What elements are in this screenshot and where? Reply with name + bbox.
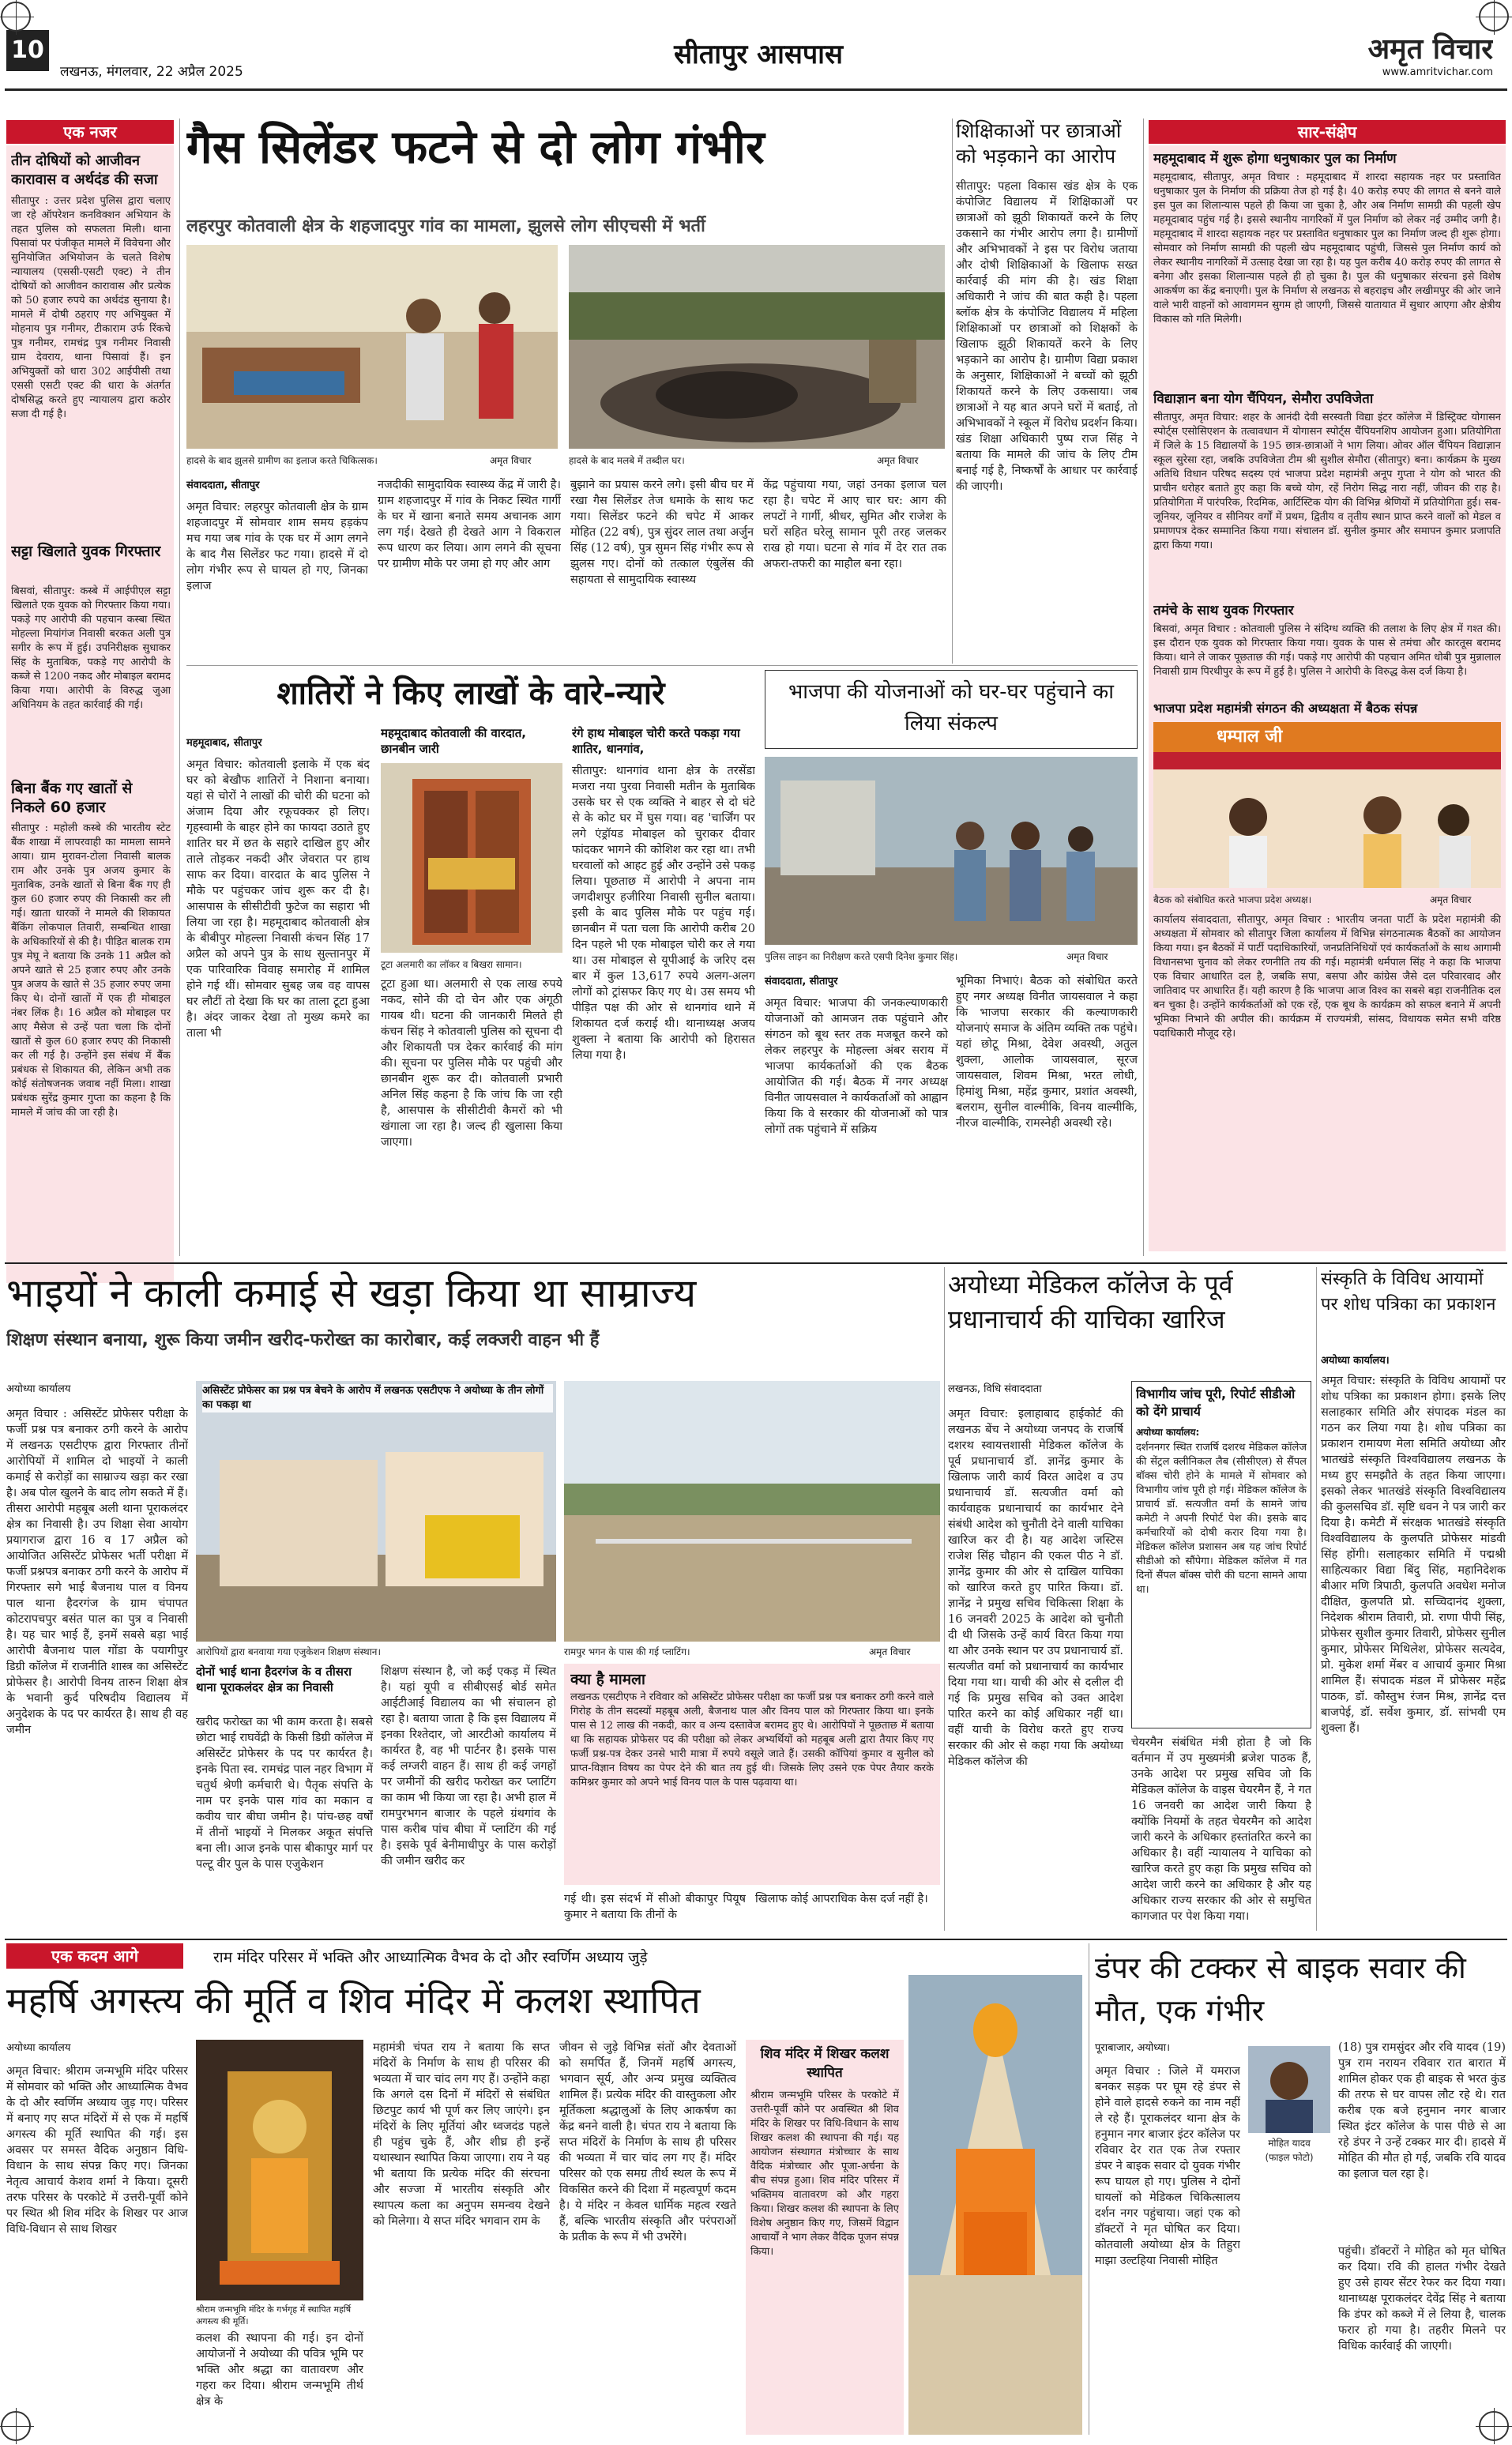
bhai-col-1: अमृत विचार : असिस्टेंट प्रोफेसर परीक्षा के फर्जी प्रश्न पत्र बनाकर ठगी करने के आरोप में लखनऊ एसटीएफ द्वारा गिरफ्तार तीनों आरोपियों में शामिल दो भाइयों ने काली कमाई से करोड़ों का साम्राज्य खड़ा कर रखा है। अब पोल खुलने के बाद लोग सकते में हैं। तीसरा आरोपी महबूब अली थाना पूराकलंदर क्षेत्र का निवासी है। उप शिक्षा सेवा आयोग प्रयागराज द्वारा 16 व 17 अप्रैल को आयोजित असिस्टेंट प्रोफेसर भर्ती परीक्षा में फर्जी प्रश्नपत्र बनाकर ठगी करने के आरोप में गिरफ्तार सगे भाई बैजनाथ पाल व विनय पाल थाना हैदरगंज के ग्राम चंपापत कोटरापचपुर बसंत पाल का पुत्र व निवासी है। यह चार भाई हैं, इनमें सबसे बड़ा भाई आरोपी बैजनाथ पाल गोंडा के पयागीपुर डिग्री कॉलेज में राजनीति शास्त्र का असिस्टेंट प्रोफेसर है। आरोपी विनय तारुन शिक्षा क्षेत्र के भवानी कुर्द परिषदीय विद्यालय में अनुदेशक के पद पर कार्यरत है। साथ ही वह जमीन [6,1408,188,1736]
page-number-badge: 10 [6,30,49,71]
agastya-headline: महर्षि अगस्त्य की मूर्ति व शिव मंदिर में कलश स्थापित [6,1979,701,2022]
bhai-caption-2: रामपुर भगन के पास की गई प्लाटिंग। [564,1646,690,1657]
shiv-text: श्रीराम जन्मभूमि परिसर के परकोटे में उत्तरी-पूर्वी कोने पर अवस्थित श्री शिव मंदिर के शिखर पर विधि-विधान के साथ शिखर कलश की स्थापना की गई। यह आयोजन संस्थागत मंत्रोच्चार के साथ वैदिक मंत्रोच्चार और पूजा-अर्चना के बीच संपन्न हुआ। शिव मंदिर परिसर में भक्तिमय वातावरण को और गहरा किया। शिखर कलश की स्थापना के लिए विशेष अनुष्ठान किए गए, जिसमें विद्वान आचार्यों ने भाग लेकर वैदिक पूजन संपन्न किया। [750,2090,899,2258]
shatir-photo-almirah [381,763,562,953]
row-rule [186,665,1138,666]
gas-photo-hospital [186,245,558,449]
saar-2-text: सीतापुर, अमृत विचार: शहर के आनंदी देवी सरस्वती विद्या इंटर कॉलेज में डिस्ट्रिक्ट योगासन स्पोर्ट्स एसोसिएशन के तत्वावधान में योगासन स्पोर्ट्स चैंपियनशिप आयोजन हुआ। प्रतियोगिता में जिले के 15 विद्यालयों के 195 छात्र-छात्राओं ने भाग लिया। ओवर ऑल चैंपियन विद्याज्ञान स्कूल सुरेसा रहा, जबकि उपविजेता टीम श्री सुशील सेमौरा (सीतापुर) बना। कार्यक्रम के मुख्य अतिथि विधान परिषद सदस्य एवं भाजपा प्रदेश महामंत्री अनूप गुप्ता ने योग को भारत की प्राचीन धरोहर बताते हुए कहा कि बच्चे योग, रहें निरोग सिद्ध नारा नहीं, जीवन की राह है। प्रतियोगिता में पारंपरिक, रिदमिक, आर्टिस्टिक योग की विभिन्न श्रेणियों में प्रतियोगिता हुई। सब-जूनियर, जूनियर व सीनियर वर्गों में प्रथम, द्वितीय व तृतीय स्थान प्राप्त करने वालों को मेडल व प्रमाणपत्र देकर सम्मानित किया गया। संचालन डॉ. सुनील कुमार और समापन कुमार प्रजापति द्वारा किया गया। [1153,412,1501,551]
sanskriti-headline: संस्कृति के विविध आयामों पर शोध पत्रिका का प्रकाशन [1321,1270,1496,1315]
ayodhya-box-byline: अयोध्या कार्यालय: [1136,1427,1200,1438]
dumper-photo [1248,2046,1330,2133]
shatir-photo-caption: टूटा अलमारी का लॉकर व बिखरा सामान। [381,959,522,970]
ayodhya-box-title: विभागीय जांच पूरी, रिपोर्ट सीडीओ को देंगे प्राचार्य [1136,1386,1296,1419]
bjp-headline: भाजपा की योजनाओं को घर-घर पहुंचाने का लिया संकल्प [788,680,1114,735]
ayodhya-box-text: दर्शननगर स्थित राजर्षि दशरथ मेडिकल कॉलेज की सेंट्रल क्लीनिकल लैब (सीसीएल) से सैंपल बॉक्स चोरी होने के मामले में सोमवार को विभागीय जांच पूरी हो गई। मेडिकल कॉलेज के प्राचार्य डॉ. सत्यजीत वर्मा के सामने जांच कमेटी ने अपनी रिपोर्ट पेश की। इसके बाद कर्मचारियों को दोषी करार दिया गया है। मेडिकल कॉलेज प्रशासन अब यह जांच रिपोर्ट सीडीओ को सौंपेगा। मेडिकल कॉलेज में गत दिनों सैंपल बॉक्स चोरी की घटना सामने आया था। [1136,1442,1307,1596]
saar-4-banner-text: धम्पाल जी [1217,727,1283,747]
agastya-col-1: अमृत विचार: श्रीराम जन्मभूमि मंदिर परिसर में सोमवार को भक्ति और आध्यात्मिक वैभव के दो और स्वर्णिम अध्याय जुड़ गए। परिसर में बनाए गए सप्त मंदिरों में से एक में महर्षि अगस्त्य की मूर्ति स्थापित की गई। इस अवसर पर समस्त वैदिक अनुष्ठान विधि-विधान के साथ संपन्न किए गए। जिनका नेतृत्व आचार्य केशव शर्मा ने किया। दूसरी तरफ परिसर के परकोटे में उत्तरी-पूर्वी कोने पर स्थित श्री शिव मंदिर के शिखर पर आज विधि-विधान से साथ शिखर [6,2065,188,2236]
mobile-theft-title: रंगे हाथ मोबाइल चोरी करते पकड़ा गया शातिर, धानगांव, [572,726,740,756]
bhai-photo-plot [564,1381,940,1642]
mid-separator [5,1262,1507,1264]
saar-1-text: महमूदाबाद, सीतापुर, अमृत विचार : महमूदाबाद में शारदा सहायक नहर पर प्रस्तावित धनुषाकार पुल के निर्माण की प्रक्रिया तेज हो गई है। 40 करोड़ रुपए की लागत से बनने वाले इस पुल का शिलान्यास पहले ही किया जा चुका है, और अब निर्माण सामग्री की पहली खेप महमूदाबाद पहुंच गई है। इससे स्थानीय नागरिकों में पुल निर्माण को लेकर नई उम्मीद जगी है। महमूदाबाद में शारदा सहायक नहर पर प्रस्तावित धनुषाकार पुल का निर्माण जल्द ही शुरू होगा। सोमवार को निर्माण सामग्री की पहली खेप महमूदाबाद पहुंची, जिससे पुल निर्माण कार्य को लेकर स्थानीय नागरिकों में उत्साह देखा जा रहा है। यह पुल करीब 40 करोड़ रुपए की लागत से बनेगा और इसका शिलान्यास पहले ही हो चुका है। पुल की धनुषाकार संरचना इसे विशेष आकर्षण का केंद्र बनाएगी। पुल के निर्माण से लखनऊ से बहराइच और लखीमपुर की ओर जाने वाले भारी वाहनों को आवागमन सुगम हो जाएगी, जिससे यातायात में सुधार आएगा और क्षेत्रीय विकास को गति मिलेगी। [1153,171,1501,325]
bjp-col-2: भूमिका निभाएं। बैठक को संबोधित करते हुए नगर अध्यक्ष विनीत जायसवाल ने कहा कि भाजपा सरकार की कल्याणकारी योजनाएं समाज के अंतिम व्यक्ति तक पहुंचे। यहां छोटू मिश्रा, देवेश अवस्थी, अतुल शुक्ला, आलोक जायसवाल, सूरज जायसवाल, शिवम मिश्रा, भरत लोधी, हिमांशु मिश्रा, महेंद्र कुमार, प्रशांत अवस्थी, बलराम, सुनील वाल्मीकि, विनय वाल्मीकि, नीरज वाल्मीकि, रामस्नेही अवस्थी रहे। [956,975,1138,1130]
dumper-byline: पूराबाजार, अयोध्या। [1095,2042,1171,2054]
bhai-col-5: खिलाफ कोई आपराधिक केस दर्ज नहीं है। [755,1893,928,1905]
registration-mark-bottom-right [1479,2411,1509,2441]
dumper-text-top: (18) पुत्र रामसुंदर और रवि यादव (19) पुत्र राम नरायन रविवार रात बारात में शामिल होकर एक ही बाइक से भरत कुंड की तरफ से घर वापस लौट रहे थे। रात करीब एक बजे हनुमान नगर बाजार स्थित इंटर कॉलेज के पास पीछे से आ रहे डंपर ने उन्हें टक्कर मार दी। हादसे में मोहित की मौत हो गई, जबकि रवि यादव का इलाज चल रहा है। [1338,2041,1506,2180]
bhai-caption-1: आरोपियों द्वारा बनवाया गया एजुकेशन शिक्षण संस्थान। [196,1646,382,1657]
bhai-col-2: खरीद फरोख्त का भी काम करता है। सबसे छोटा भाई राघवेंद्री के किसी डिग्री कॉलेज में असिस्टेंट प्रोफेसर के पद पर कार्यरत है। इनके पिता स्व. रामचंद्र पाल नहर विभाग में चतुर्थ श्रेणी कर्मचारी थे। पैतृक संपत्ति के नाम पर इनके पास गांव का मकान व कवीय चार बीघा जमीन है। पांच-छह वर्षों में तीनों भाइयों ने मिलकर अकूत संपत्ति बना ली। आज इनके पास बीकापुर मार्ग पर पल्टू वीर पुल के पास एजुकेशन [196,1716,373,1871]
brief-1-text: सीतापुर : उत्तर प्रदेश पुलिस द्वारा चलाए जा रहे ऑपरेशन कनविक्शन अभियान के तहत पुलिस को सफलता मिली। थाना पिसावां पर पंजीकृत मामले में विवेचना और सुनियोजित अभियोजन के चलते विशेष न्यायालय (एससी-एसटी एक्ट) ने तीन दोषियों को आजीवन कारावास और प्रत्येक को 50 हजार रुपये का अर्थदंड सुनाया है। मामले में दोषी ठहराए गए अभियुक्त में मोहनाय पुत्र गनीमर, टीकाराम उर्फ रिंकचे पुत्र गनीमर, रामचंद्र पुत्र गनीमर निवासी ग्राम देवराय, थाना पिसावां हैं। इन अभियुक्तों को धारा 302 आईपीसी तथा एससी एसटी एक्ट की धारा के अंतर्गत दोषसिद्ध करते हुए न्यायालय द्वारा कठोर सजा दी गई है। [11,195,171,420]
registration-mark-top-right [1479,2,1509,32]
dumper-text-right: पहुंची। डॉक्टरों ने मोहित को मृत घोषित कर दिया। रवि की हालत गंभीर देखते हुए उसे हायर सेंटर रेफर कर दिया गया। थानाध्यक्ष पूराकलंदर देवेंद्र सिंह ने बताया कि डंपर को कब्जे में ले लिया है, चालक फरार हो गया है। तहरीर मिलने पर विधिक कार्रवाई की जाएगी। [1338,2245,1506,2353]
brief-2-title: सट्टा खिलाते युवक गिरफ्तार [11,543,161,560]
teachers-text: सीतापुर: पहला विकास खंड क्षेत्र के एक कंपोजिट विद्यालय में शिक्षिकाओं पर छात्राओं को झूठी शिकायतें करने के लिए उकसाने का गंभीर आरोप लगा है। ग्रामीणों और अभिभावकों ने इस पर विरोध जताया और दोषी शिक्षिकाओं के खिलाफ सख्त कार्रवाई की मांग की है। खंड शिक्षा अधिकारी ने जांच की बात कही है। पहला ब्लॉक क्षेत्र के कंपोजिट विद्यालय में महिला शिक्षिकाओं पर छात्राओं को शिक्षकों के खिलाफ झूठी शिकायतें करने के लिए भड़काने का आरोप है। ग्रामीण विद्या प्रकाश के अनुसार, शिक्षिकाओं ने बच्चों को झूठी शिकायतें करने के लिए उकसाया। जब छात्राओं ने यह बात अपने घरों में बताई, तो अभिभावकों ने स्कूल में विरोध प्रदर्शन किया। खंड शिक्षा अधिकारी पुष्प राज सिंह ने बताया कि मामले की जांच के लिए टीम बनाई गई है, निष्कर्षों के आधार पर कार्रवाई की जाएगी। [956,180,1138,493]
gas-caption-1: हादसे के बाद झुलसे ग्रामीण का इलाज करते चिकित्सक। [186,455,378,466]
agastya-col-3: महामंत्री चंपत राय ने बताया कि सप्त मंदिरों के निर्माण के साथ ही परिसर की भव्यता में चार चांद लग गए हैं। उन्होंने कहा कि अगले दस दिनों में मंदिरों से संबंधित छिटपुट कार्य भी पूर्ण कर लिए जाएंगे। इन मंदिरों के लिए मूर्तियां और ध्वजदंड पहले ही पहुंच चुके हैं, और शीघ्र ही इन्हें यथास्थान स्थापित किया जाएगा। राय ने यह भी बताया कि प्रत्येक मंदिर की संरचना और सज्जा में भारतीय संस्कृति और स्थापत्य कला का अनुपम समन्वय देखने को मिलेगा। ये सप्त मंदिर भगवान राम के [373,2041,550,2228]
column-rule [1316,1267,1317,1931]
bhai-credit: अमृत विचार [869,1646,911,1657]
gas-credit-1: अमृत विचार [490,455,532,466]
column-rule [944,1267,945,1931]
bjp-byline: संवाददाता, सीतापुर [765,976,838,987]
bjp-credit: अमृत विचार [1066,951,1108,962]
registration-mark-bottom-left [1,2411,31,2441]
gas-col-2: नजदीकी सामुदायिक स्वास्थ्य केंद्र में जारी है। ग्राम शहजादपुर में गांव के निकट स्थित गार्गी के घर में खाना बनाते समय अचानक आग लग गई। देखते ही देखते आग ने विकराल रूप धारण कर लिया। आग लगने की सूचना पर ग्रामीण मौके पर जमा हो गए और आग [378,479,561,570]
agastya-col-2: कलश की स्थापना की गई। इन दोनों आयोजनों ने अयोध्या की पवित्र भूमि पर भक्ति और श्रद्धा का वातावरण और गहरा कर दिया। श्रीराम जन्मभूमि तीर्थ क्षेत्र के [196,2332,363,2408]
kya-hai-text: लखनऊ एसटीएफ ने रविवार को असिस्टेंट प्रोफेसर परीक्षा का फर्जी प्रश्न पत्र बनाकर ठगी करने वाले गिरोह के तीन सदस्यों महबूब अली, बैजनाथ पाल और विनय पाल को गिरफ्तार किया था। इनके पास से 12 लाख की नकदी, कार व अन्य दस्तावेज बरामद हुए थे। आरोपियों ने पूछताछ में बताया था कि सहायक प्रोफेसर पद की परीक्षा को लेकर अभ्यर्थियों को महबूब अली द्वारा तैयार किए गए फर्जी प्रश्न-पत्र देकर उनसे भारी मात्रा में रुपये वसूले जाते हैं। उसकी कॉपियां कुमार व सुनील को प्राप्त-विज्ञान विषय का पेपर देने की बात तय हुई थी। जिसके लिए उसने एक पेपर तैयार करके कमिश्नर कुमार को अपने भाई विनय पाल के पास पढ़वाया था। [570,1691,934,1789]
gas-col-4: केंद्र पहुंचाया गया, जहां उनका इलाज चल रहा है। चपेट में आए चार घर: आग की लपटों ने गार्गी, श्रीधर, सुमित और राजेश के घरों सहित घरेलू सामान पूरी तरह जलकर राख हो गया। घटना से गांव में देर रात तक अफरा-तफरी का माहौल बना रहा। [763,479,946,570]
bjp-caption: पुलिस लाइन का निरीक्षण करते एसपी दिनेश कुमार सिंह। [765,951,958,962]
bhai-headline: भाइयों ने काली कमाई से खड़ा किया था साम्राज्य [6,1270,697,1316]
ayodhya-byline: लखनऊ, विधि संवाददाता [948,1383,1042,1395]
bhai-col-4: गई थी। इस संदर्भ में सीओ बीकापुर पियूष कुमार ने बताया कि तीनों के [564,1893,746,1921]
dumper-headline: डंपर की टक्कर से बाइक सवार की मौत, एक गंभीर [1095,1950,1466,2028]
gas-subheadline: लहरपुर कोतवाली क्षेत्र के शहजादपुर गांव का मामला, झुलसे लोग सीएचसी में भर्ती [186,216,705,236]
sanskriti-text: अमृत विचार: संस्कृति के विविध आयामों पर शोध पत्रिका का प्रकाशन होगा। इसके लिए सलाहकार समिति और संपादक मंडल का गठन कर लिया गया है। शोध पत्रिका का प्रकाशन रामायण मेला समिति अयोध्या और भातखंडे संस्कृति विश्वविद्यालय लखनऊ के मध्य हुए समझौते के तहत किया जाएगा। इसको लेकर भातखंडे संस्कृति विश्वविद्यालय की कुलसचिव डॉ. सृष्टि धवन ने पत्र जारी कर दिया है। कमेटी में संरक्षक भातखंडे संस्कृति विश्वविद्यालय के कुलपति प्रोफेसर मांडवी सिंह होंगी। सलाहकार समिति में पद्मश्री साहित्यकार विद्या बिंदु सिंह, महानिदेशक बीआर मणि त्रिपाठी, कुलपति अवधेश मनोज दीक्षित, कुलपति प्रो. सच्चिदानंद शुक्ला, निदेशक श्रीराम तिवारी, प्रो. राणा पीपी सिंह, प्रोफेसर सुशील कुमार तिवारी, प्रोफेसर सुनील कुमार, प्रोफेसर मिथिलेश, प्रोफेसर सत्यदेव, प्रो. मुकेश शर्मा मेंबर व आचार्य कुमार मिश्रा शामिल हैं। संपादक मंडल में प्रोफेसर महेंद्र पाठक, डॉ. कौस्तुभ रंजन मिश्र, ज्ञानेंद्र दत्त बाजपेई, डॉ. सर्वेश कुमार, डॉ. सांभवी एम शुक्ला हैं। [1321,1375,1506,1735]
date-line: लखनऊ, मंगलवार, 22 अप्रैल 2025 [60,64,243,80]
saar-4-caption: बैठक को संबोधित करते भाजपा प्रदेश अध्यक्ष। [1153,894,1312,905]
shiv-kalash-photo [908,1975,1082,2435]
gas-byline: संवाददाता, सीतापुर [186,480,260,491]
saar-sankshep-tag: सार-संक्षेप [1149,120,1506,144]
section-title: सीतापुर आसपास [674,39,843,70]
bhai-photo-overlay: असिस्टेंट प्रोफेसर का प्रश्न पत्र बेचने के आरोप में लखनऊ एसटीएफ ने अयोध्या के तीन लोगों का पकड़ा था [202,1384,553,1412]
ek-kadam-tag: एक कदम आगे [6,1943,183,1969]
column-rule [179,118,180,1256]
shatir-photo-title: महमूदाबाद कोतवाली की वारदात, छानबीन जारी [381,726,526,756]
saar-2-title: विद्याज्ञान बना योग चैंपियन, सेमौरा उपविजेता [1153,391,1374,407]
ayodhya-col-2: चेयरमैन संबंधित मंत्री होता है जो कि वर्तमान में उप मुख्यमंत्री ब्रजेश पाठक हैं, उनके आदेश पर प्रमुख सचिव जो कि मेडिकल कॉलेज के वाइस चेयरमैन हैं, ने गत 16 जनवरी का आदेश जारी किया है क्योंकि नियमों के तहत चेयरमैन को आदेश जारी करने के अधिकार हस्तांतरित करने का अधिकार है। वहीं न्यायालय ने याचिका को खारिज करते हुए कहा कि प्रमुख सचिव को आदेश जारी करने का अधिकार है और यह अधिकार राज्य सरकार की ओर से समुचित कागजात पर पेश किया गया। [1131,1736,1311,1923]
brief-2-text: बिसवां, सीतापुर: कस्बे में आईपीएल सट्टा खिलाते एक युवक को गिरफ्तार किया गया। पकड़े गए आरोपी की पहचान कस्बा स्थित मोहल्ला मियांगंज निवासी बरकत अली पुत्र सगीर के रूप में हुई। उपनिरीक्षक सुधाकर सिंह के मुताबिक, पकड़े गए आरोपी के कब्जे से 1200 नकद और मोबाइल बरामद किया गया। आरोपी के विरुद्ध जुआ अधिनियम के तहत कार्रवाई की गई। [11,585,171,711]
gas-caption-2: हादसे के बाद मलबे में तब्दील घर। [569,455,685,466]
saar-4-title: भाजपा प्रदेश महामंत्री संगठन की अध्यक्षता में बैठक संपन्न [1153,701,1418,716]
shiv-title: शिव मंदिर में शिखर कलश स्थापित [760,2046,890,2081]
gas-col-1: अमृत विचार: लहरपुर कोतवाली क्षेत्र के ग्राम शहजादपुर में सोमवार शाम समय हड़कंप मच गया जब गांव के एक घर में आग लगने के बाद गैस सिलेंडर फट गया। हादसे में दो लोग गंभीर रूप से घायल हो गए, जिनका इलाज [186,501,368,592]
saar-4-text: कार्यालय संवाददाता, सीतापुर, अमृत विचार : भारतीय जनता पार्टी के प्रदेश महामंत्री की अध्यक्षता में सोमवार को सीतापुर जिला कार्यालय में विभिन्न संगठनात्मक बैठकों का आयोजन किया गया। इन बैठकों में पार्टी पदाधिकारियों, जनप्रतिनिधियों एवं कार्यकर्ताओं के साथ आगामी विधानसभा चुनाव को लेकर रणनीति तय की गई। महामंत्री धर्मपाल सिंह ने कहा कि भाजपा एक विचार आधारित दल है, जबकि सपा, बसपा और कांग्रेस जैसे दल परिवारवाद और जातिवाद पर आधारित हैं। यही कारण है कि भाजपा आज विश्व का सबसे बड़ा राजनीतिक दल बन चुका है। उन्होंने कार्यकर्ताओं को एक रहें, एक बूथ के कार्यक्रम को सफल बनाने में अपनी भूमिका निभाने की अपील की। कार्यक्रम में राज्यमंत्री, सांसद, विधायक समेत सभी वरिष्ठ पदाधिकारी मौजूद रहे। [1153,914,1501,1040]
ayodhya-col-1: अमृत विचार: इलाहाबाद हाईकोर्ट की लखनऊ बेंच ने अयोध्या जनपद के राजर्षि दशरथ स्वायत्तशासी मेडिकल कॉलेज के पूर्व प्रधानाचार्य डॉ. ज्ञानेंद्र कुमार के खिलाफ जारी कार्य विरत आदेश व उप प्रधानाचार्य डॉ. सत्यजीत वर्मा को कार्यवाहक प्रधानाचार्य का कार्यभार देने संबंधी आदेश को चुनौती देने वाली याचिका खारिज कर दी है। यह आदेश जस्टिस राजेश सिंह चौहान की एकल पीठ ने डॉ. ज्ञानेंद्र कुमार की ओर से दाखिल याचिका को खारिज करते हुए पारित किया। डॉ. ज्ञानेंद्र ने प्रमुख सचिव चिकित्सा शिक्षा के 16 जनवरी 2025 के आदेश को चुनौती दी थी जिसके उन्हें कार्य विरत किया गया था और उनके स्थान पर उप प्रधानाचार्य डॉ. सत्यजीत वर्मा को प्रधानाचार्य का कार्यभार दिया गया था। याची की ओर से दलील दी गई कि प्रमुख सचिव को उक्त आदेश पारित करने का कोई अधिकार नहीं था। वहीं याची के विरोध करते हुए राज्य सरकार की ओर से कहा गया कि अयोध्या मेडिकल कॉलेज की [948,1408,1123,1768]
gas-photo-debris [569,245,945,449]
shatir-col-2: टूटा हुआ था। अलमारी से एक लाख रुपये नकद, सोने की दो चेन और एक अंगूठी गायब थी। घटना की जानकारी मिलते ही कंचन सिंह ने कोतवाली पुलिस को सूचना दी और शिकायती पत्र देकर कार्रवाई की मांग की। सूचना पर पुलिस मौके पर पहुंची और छानबीन शुरू कर दी। कोतवाली प्रभारी अनिल सिंह कहना है कि जांच कि जा रही है, आसपास के सीसीटीवी कैमरों को भी खंगाला जा रहा है। जल्द ही खुलासा किया जाएगा। [381,978,562,1149]
ayodhya-headline: अयोध्या मेडिकल कॉलेज के पूर्व प्रधानाचार्य की याचिका खारिज [948,1270,1233,1334]
bhai-subhead-2: दोनों भाई थाना हैदरगंज के व तीसरा थाना पूराकलंदर क्षेत्र का निवासी [196,1664,352,1695]
gas-col-3: बुझाने का प्रयास करने लगे। इसी बीच घर में रखा गैस सिलेंडर तेज धमाके के साथ फट गया। सिलेंडर फटने की चपेट में आकर मोहित (22 वर्ष), पुत्र सुंदर लाल तथा अर्जुन सिंह (12 वर्ष), पुत्र सुमन सिंह गंभीर रूप से झुलस गए। दोनों को तत्काल एंबुलेंस की सहायता से सामुदायिक स्वास्थ्य [570,479,754,586]
teachers-headline: शिक्षिकाओं पर छात्राओं को भड़काने का आरोप [956,119,1122,167]
saar-3-title: तमंचे के साथ युवक गिरफ्तार [1153,603,1294,619]
bhai-subheadline: शिक्षण संस्थान बनाया, शुरू किया जमीन खरीद-फरोख्त का कारोबार, कई लक्जरी वाहन भी हैं [6,1330,600,1350]
brand-logo: अमृत विचार [1367,33,1493,66]
brief-3-title: बिना बैंक गए खातों से निकले 60 हजार [11,780,133,816]
brand-url: www.amritvichar.com [1382,66,1493,78]
kya-hai-title: क्या है मामला [570,1671,645,1688]
agastya-byline: अयोध्या कार्यालय [6,2042,71,2054]
bhai-photo-school [196,1381,556,1642]
lower-separator [5,1939,1507,1940]
shatir-byline: महमूदाबाद, सीतापुर [186,737,262,749]
agastya-kicker: राम मंदिर परिसर में भक्ति और आध्यात्मिक वैभव के दो और स्वर्णिम अध्याय जुड़े [213,1949,648,1966]
agastya-caption: श्रीराम जन्मभूमि मंदिर के गर्भगृह में स्थापित महर्षि अगस्त्य की मूर्ति। [196,2304,352,2327]
shatir-col-1: अमृत विचार: कोतवाली इलाके में एक बंद घर को बेखौफ शातिरों ने निशाना बनाया। यहां से चोरों ने लाखों की चोरी की घटना को अंजाम दिया और रफूचक्कर हो लिए। गृहस्वामी के बाहर होने का फायदा उठाते हुए शातिर घर में छत के सहारे दाखिल हुए और ताले तोड़कर नकदी और जेवरात पर हाथ साफ कर दिया। वारदात के बाद पुलिस ने मौके पर पहुंचकर जांच शुरू कर दी है। आसपास के सीसीटीवी फुटेज का सहारा भी लिया जा रहा है। महमूदाबाद कोतवाली क्षेत्र के बीबीपुर मोहल्ला निवासी कंचन सिंह 17 अप्रैल को अपने पुत्र के साथ सुल्तानपुर में एक पारिवारिक विवाह समारोह में शामिल होने गई थीं। सोमवार सुबह जब वह वापस घर लौटीं तो देखा कि घर का ताला टूटा हुआ है। अंदर जाकर देखा तो मुख्य कमरे का ताला भी [186,758,370,1040]
mobile-theft-text: सीतापुर: थानगांव थाना क्षेत्र के तरसेंडा मजरा नया पुरवा निवासी मतीन के मुताबिक उसके घर से एक व्यक्ति ने बाहर से दो घंटे से के कोट घर में घुस गया। वह 'चार्जिंग पर लगे एंड्रॉयड मोबाइल को चुराकर दीवार फांदकर भागने की कोशिश कर रहा था। तभी घरवालों को आहट हुई और उन्होंने उसे पकड़ लिया। पूछताछ में आरोपी ने अपना नाम जगदीशपुर हजीरिया निवासी सुनील बताया। इसी के बाद पुलिस मौके पर पहुंच गई। छानबीन में पता चला कि आरोपी करीब 20 दिन पहले भी एक मोबाइल चोरी कर ले गया था। उस मोबाइल से यूपीआई के जरिए दस बार में कुल 13,617 रुपये अलग-अलग लोगों को ट्रांसफर किए गए थे। उस समय भी पीड़ित पक्ष की ओर से थानगांव थाने में शिकायत दर्ज कराई थी। थानाध्यक्ष अजय शुक्ला ने बताया कि आरोपी को हिरासत लिया गया है। [572,765,755,1062]
bjp-col-1: अमृत विचार: भाजपा की जनकल्याणकारी योजनाओं को आमजन तक पहुंचाने और संगठन को बूथ स्तर तक मजबूत करने को लेकर लहरपुर के मोहल्ला अंबर सराय में भाजपा कार्यकर्ताओं की एक बैठक आयोजित की गई। बैठक में नगर अध्यक्ष विनीत जायसवाल ने कार्यकर्ताओं को आह्वान किया कि वे सरकार की योजनाओं को पात्र लोगों तक पहुंचाने में सक्रिय [765,997,948,1136]
dumper-text-left: अमृत विचार : जिले में यमराज बनकर सड़क पर घूम रहे डंपर से होने वाले हादसे रुकने का नाम नहीं ले रहे हैं। पूराकलंदर थाना क्षेत्र के हनुमान नगर बाजार इंटर कॉलेज पर रविवार देर रात एक तेज रफ्तार डंपर ने बाइक सवार दो युवक गंभीर रूप घायल हो गए। पुलिस ने दोनों घायलों को मेडिकल चिकित्सालय दर्शन नगर पहुंचाया। जहां एक को डॉक्टरों ने मृत घोषित कर दिया। कोतवाली अयोध्या क्षेत्र के तिहुरा माझा उल्टहिया निवासी मोहित [1095,2065,1240,2267]
agastya-photo [196,2040,363,2300]
ek-nazar-tag: एक नजर [6,120,174,144]
dumper-photo-name: मोहित यादव [1268,2138,1311,2149]
column-rule [952,118,953,664]
registration-mark-top-left [1,2,31,32]
saar-4-credit: अमृत विचार [1430,894,1472,905]
brief-3-text: सीतापुर : महोली कस्बे की भारतीय स्टेट बैंक शाखा में लापरवाही का मामला सामने आया। ग्राम मुरावन-टोला निवासी बालक राम और उनके पुत्र अजय कुमार के मुताबिक, उनके खातों से बिना बैंक गए ही कुल 60 हजार रुपए की निकासी कर ली गई। खाता धारकों ने मामले की शिकायत बैंकिंग लोकपाल तिवारी, सम्बन्धित शाखा के अधिकारियों से की है। पीड़ित बालक राम पुत्र मेघू ने बताया कि उनके 11 अप्रैल को अपने खाते से 25 हजार रुपए और उनके पुत्र अजय के खाते से 35 हजार रुपए जमा किए थे। दोनों खातों में एक ही मोबाइल नंबर लिंक है। 16 अप्रैल को मोबाइल पर आए मैसेज से उन्हें पता चला कि दोनों खातों से कुल 60 हजार रुपए की निकासी कर ली गई है। उन्होंने इस संबंध में बैंक प्रबंधक से शिकायत की, लेकिन अभी तक कोई संतोषजनक जवाब नहीं मिला। शाखा प्रबंधक सुरेंद्र कुमार गुप्ता का कहना है कि मामले में जांच की जा रही है। [11,822,171,1119]
brief-1-title: तीन दोषियों को आजीवन कारावास व अर्थदंड की सजा [11,152,158,188]
gas-headline: गैस सिलेंडर फटने से दो लोग गंभीर [186,120,765,174]
bhai-byline: अयोध्या कार्यालय [6,1383,71,1395]
sanskriti-byline: अयोध्या कार्यालय। [1321,1355,1390,1367]
bjp-photo [765,757,1138,945]
bhai-col-3: शिक्षण संस्थान है, जो कई एकड़ में स्थित है। यहां यूपी व सीबीएसई बोर्ड समेत आईटीआई विद्यालय का भी संचालन हो रहा है। बताया जाता है कि इस विद्यालय में इनका रिश्तेदार, जो आरटीओ कार्यालय में कार्यरत है, वह भी पार्टनर है। इसके पास कई लग्जरी वाहन हैं। साथ ही कई जगहों पर जमीनों की खरीद फरोख्त कर प्लाटिंग का काम भी किया जा रहा है। अभी हाल में रामपुरभगन बाजार के पहले ग्रंथगांव के पास करीब पांच बीघा में प्लाटिंग की गई है। इसके पूर्व बेनीमाधीपुर के पास करोड़ों की जमीन खरीद कर [381,1665,556,1868]
dumper-photo-file: (फाइल फोटो) [1265,2152,1314,2163]
gas-credit-2: अमृत विचार [877,455,919,466]
saar-1-title: महमूदाबाद में शुरू होगा धनुषाकार पुल का निर्माण [1153,151,1397,167]
column-rule [1143,118,1144,1256]
header-rule [5,88,1507,91]
agastya-col-4: जीवन से जुड़े विभिन्न संतों और देवताओं को समर्पित हैं, जिनमें महर्षि अगस्त्य, भगवान सूर्य, और अन्य प्रमुख व्यक्तित्व शामिल हैं। प्रत्येक मंदिर की वास्तुकला और मूर्तिकला श्रद्धालुओं के लिए आकर्षण का केंद्र बनने वाली है। चंपत राय ने बताया कि सप्त मंदिरों के निर्माण के साथ ही परिसर की भव्यता में चार चांद लग गए हैं। मंदिर परिसर को एक समग्र तीर्थ स्थल के रूप में विकसित करने की दिशा में महत्वपूर्ण कदम है। ये मंदिर न केवल धार्मिक महत्व रखते हैं, बल्कि भारतीय संस्कृति और परंपराओं के प्रतीक के रूप में भी उभरेंगे। [559,2041,736,2244]
shatir-headline: शातिरों ने किए लाखों के वारे-न्यारे [276,675,665,712]
saar-3-text: बिसवां, अमृत विचार : कोतवाली पुलिस ने संदिग्ध व्यक्ति की तलाश के लिए क्षेत्र में गश्त की। इस दौरान एक युवक को गिरफ्तार किया गया। युवक के पास से तमंचा और कारतूस बरामद किया। थाने ले जाकर पूछताछ की गई। पकड़े गए आरोपी की पहचान अमित धोबी पुत्र मुन्नालाल निवासी ग्राम पिरथीपुर के रूप में हुई है। पुलिस ने आरोपी के विरुद्ध केस दर्ज किया है। [1153,623,1501,678]
